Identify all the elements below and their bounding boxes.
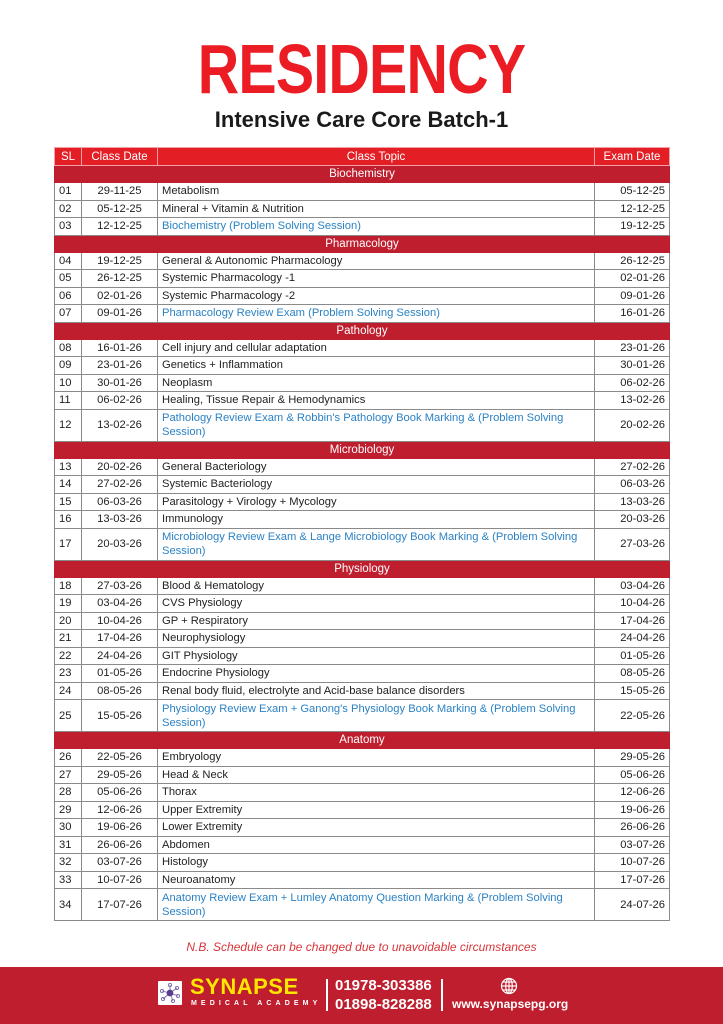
- column-header-sl: SL: [55, 148, 82, 166]
- serial-number: 18: [55, 577, 82, 595]
- class-date: 03-04-26: [82, 595, 158, 613]
- table-row: [55, 854, 670, 872]
- class-topic: Immunology: [158, 511, 595, 529]
- table-row: [55, 630, 670, 648]
- serial-number: 29: [55, 801, 82, 819]
- class-date: 27-03-26: [82, 577, 158, 595]
- class-topic: Pathology Review Exam & Robbin's Pathology Book Marking & (Problem Solving Session): [158, 409, 595, 441]
- serial-number: 12: [55, 409, 82, 441]
- table-row: [55, 528, 670, 560]
- serial-number: 26: [55, 749, 82, 767]
- class-topic: Healing, Tissue Repair & Hemodynamics: [158, 392, 595, 410]
- class-topic: Neurophysiology: [158, 630, 595, 648]
- class-date: 06-03-26: [82, 493, 158, 511]
- serial-number: 16: [55, 511, 82, 529]
- section-row-biochemistry: [55, 166, 670, 183]
- class-date: 02-01-26: [82, 287, 158, 305]
- serial-number: 14: [55, 476, 82, 494]
- table-row: [55, 493, 670, 511]
- brand-name: SYNAPSE: [190, 974, 299, 999]
- exam-date: 19-12-25: [595, 218, 670, 236]
- class-topic: Anatomy Review Exam + Lumley Anatomy Question Marking & (Problem Solving Session): [158, 889, 595, 921]
- class-topic: Systemic Pharmacology -2: [158, 287, 595, 305]
- serial-number: 07: [55, 305, 82, 323]
- class-topic: GIT Physiology: [158, 647, 595, 665]
- table-row: [55, 218, 670, 236]
- serial-number: 04: [55, 252, 82, 270]
- table-row: [55, 784, 670, 802]
- table-row: [55, 612, 670, 630]
- serial-number: 03: [55, 218, 82, 236]
- serial-number: 06: [55, 287, 82, 305]
- table-row: [55, 252, 670, 270]
- exam-date: 30-01-26: [595, 357, 670, 375]
- table-row: [55, 200, 670, 218]
- exam-date: 15-05-26: [595, 682, 670, 700]
- exam-date: 09-01-26: [595, 287, 670, 305]
- serial-number: 31: [55, 836, 82, 854]
- column-header-class-topic: Class Topic: [158, 148, 595, 166]
- footer-divider: [326, 979, 328, 1011]
- class-topic: Metabolism: [158, 183, 595, 201]
- class-topic: CVS Physiology: [158, 595, 595, 613]
- exam-date: 08-05-26: [595, 665, 670, 683]
- class-topic: Neoplasm: [158, 374, 595, 392]
- serial-number: 13: [55, 458, 82, 476]
- class-topic: Cell injury and cellular adaptation: [158, 339, 595, 357]
- class-topic: Mineral + Vitamin & Nutrition: [158, 200, 595, 218]
- class-date: 10-04-26: [82, 612, 158, 630]
- serial-number: 25: [55, 700, 82, 732]
- serial-number: 23: [55, 665, 82, 683]
- class-topic: Blood & Hematology: [158, 577, 595, 595]
- class-date: 17-07-26: [82, 889, 158, 921]
- serial-number: 21: [55, 630, 82, 648]
- section-title: Pharmacology: [55, 235, 670, 252]
- page-subtitle: Intensive Care Core Batch-1: [214, 107, 509, 132]
- class-date: 09-01-26: [82, 305, 158, 323]
- exam-date: 06-03-26: [595, 476, 670, 494]
- class-date: 05-12-25: [82, 200, 158, 218]
- schedule-table: [54, 147, 670, 921]
- exam-date: 17-04-26: [595, 612, 670, 630]
- class-topic: Upper Extremity: [158, 801, 595, 819]
- serial-number: 15: [55, 493, 82, 511]
- footer-banner: [0, 967, 723, 1024]
- table-row: [55, 270, 670, 288]
- column-header-class-date: Class Date: [82, 148, 158, 166]
- table-row: [55, 749, 670, 767]
- class-topic: Head & Neck: [158, 766, 595, 784]
- table-row: [55, 577, 670, 595]
- section-title: Anatomy: [55, 732, 670, 749]
- exam-date: 01-05-26: [595, 647, 670, 665]
- class-topic: General Bacteriology: [158, 458, 595, 476]
- class-date: 12-12-25: [82, 218, 158, 236]
- website-link[interactable]: www.synapsepg.org: [452, 997, 569, 1011]
- class-topic: Neuroanatomy: [158, 871, 595, 889]
- table-row: [55, 665, 670, 683]
- table-row: [55, 183, 670, 201]
- serial-number: 24: [55, 682, 82, 700]
- class-date: 16-01-26: [82, 339, 158, 357]
- footer-divider: [441, 979, 443, 1011]
- class-topic: Parasitology + Virology + Mycology: [158, 493, 595, 511]
- class-date: 22-05-26: [82, 749, 158, 767]
- section-row-pathology: [55, 322, 670, 339]
- class-date: 03-07-26: [82, 854, 158, 872]
- class-topic: Lower Extremity: [158, 819, 595, 837]
- serial-number: 34: [55, 889, 82, 921]
- class-date: 26-12-25: [82, 270, 158, 288]
- exam-date: 02-01-26: [595, 270, 670, 288]
- class-date: 10-07-26: [82, 871, 158, 889]
- class-topic: Biochemistry (Problem Solving Session): [158, 218, 595, 236]
- class-date: 15-05-26: [82, 700, 158, 732]
- serial-number: 10: [55, 374, 82, 392]
- serial-number: 20: [55, 612, 82, 630]
- table-row: [55, 819, 670, 837]
- class-date: 20-03-26: [82, 528, 158, 560]
- class-topic: Systemic Bacteriology: [158, 476, 595, 494]
- serial-number: 17: [55, 528, 82, 560]
- serial-number: 27: [55, 766, 82, 784]
- serial-number: 19: [55, 595, 82, 613]
- class-topic: Embryology: [158, 749, 595, 767]
- section-title: Physiology: [55, 560, 670, 577]
- exam-date: 23-01-26: [595, 339, 670, 357]
- serial-number: 05: [55, 270, 82, 288]
- section-row-microbiology: [55, 441, 670, 458]
- section-title: Pathology: [55, 322, 670, 339]
- class-date: 20-02-26: [82, 458, 158, 476]
- class-topic: Microbiology Review Exam & Lange Microbiology Book Marking & (Problem Solving Session): [158, 528, 595, 560]
- class-date: 23-01-26: [82, 357, 158, 375]
- class-date: 05-06-26: [82, 784, 158, 802]
- table-row: [55, 305, 670, 323]
- exam-date: 26-06-26: [595, 819, 670, 837]
- class-date: 06-02-26: [82, 392, 158, 410]
- phone-number-2[interactable]: 01898-828288: [335, 996, 432, 1013]
- section-title: Biochemistry: [55, 166, 670, 183]
- class-date: 19-06-26: [82, 819, 158, 837]
- table-row: [55, 357, 670, 375]
- exam-date: 24-07-26: [595, 889, 670, 921]
- class-topic: Pharmacology Review Exam (Problem Solving Session): [158, 305, 595, 323]
- class-date: 13-03-26: [82, 511, 158, 529]
- class-date: 12-06-26: [82, 801, 158, 819]
- exam-date: 12-12-25: [595, 200, 670, 218]
- class-date: 08-05-26: [82, 682, 158, 700]
- table-row: [55, 871, 670, 889]
- table-row: [55, 511, 670, 529]
- table-row: [55, 595, 670, 613]
- exam-date: 03-07-26: [595, 836, 670, 854]
- brand-tagline: MEDICAL ACADEMY: [191, 1000, 322, 1007]
- class-date: 01-05-26: [82, 665, 158, 683]
- exam-date: 10-07-26: [595, 854, 670, 872]
- table-row: [55, 374, 670, 392]
- class-date: 19-12-25: [82, 252, 158, 270]
- exam-date: 26-12-25: [595, 252, 670, 270]
- class-topic: Physiology Review Exam + Ganong's Physiology Book Marking & (Problem Solving Session): [158, 700, 595, 732]
- serial-number: 01: [55, 183, 82, 201]
- table-row: [55, 836, 670, 854]
- table-row: [55, 476, 670, 494]
- schedule-body: [55, 166, 670, 921]
- section-row-physiology: [55, 560, 670, 577]
- schedule-note: N.B. Schedule can be changed due to unavoidable circumstances: [186, 940, 537, 954]
- serial-number: 08: [55, 339, 82, 357]
- class-topic: Abdomen: [158, 836, 595, 854]
- exam-date: 16-01-26: [595, 305, 670, 323]
- serial-number: 30: [55, 819, 82, 837]
- table-row: [55, 889, 670, 921]
- exam-date: 03-04-26: [595, 577, 670, 595]
- table-row: [55, 700, 670, 732]
- exam-date: 27-02-26: [595, 458, 670, 476]
- class-date: 17-04-26: [82, 630, 158, 648]
- class-date: 29-11-25: [82, 183, 158, 201]
- table-row: [55, 458, 670, 476]
- table-row: [55, 287, 670, 305]
- serial-number: 11: [55, 392, 82, 410]
- serial-number: 22: [55, 647, 82, 665]
- network-molecule-icon: [158, 981, 182, 1005]
- serial-number: 32: [55, 854, 82, 872]
- class-topic: Histology: [158, 854, 595, 872]
- class-topic: GP + Respiratory: [158, 612, 595, 630]
- class-topic: Systemic Pharmacology -1: [158, 270, 595, 288]
- class-date: 29-05-26: [82, 766, 158, 784]
- page-title: RESIDENCY: [197, 30, 526, 108]
- class-topic: Genetics + Inflammation: [158, 357, 595, 375]
- table-row: [55, 766, 670, 784]
- table-row: [55, 409, 670, 441]
- column-header-exam-date: Exam Date: [595, 148, 670, 166]
- class-date: 24-04-26: [82, 647, 158, 665]
- exam-date: 24-04-26: [595, 630, 670, 648]
- class-date: 30-01-26: [82, 374, 158, 392]
- exam-date: 05-06-26: [595, 766, 670, 784]
- table-row: [55, 647, 670, 665]
- exam-date: 06-02-26: [595, 374, 670, 392]
- exam-date: 13-02-26: [595, 392, 670, 410]
- class-topic: General & Autonomic Pharmacology: [158, 252, 595, 270]
- serial-number: 02: [55, 200, 82, 218]
- exam-date: 20-02-26: [595, 409, 670, 441]
- phone-number-1[interactable]: 01978-303386: [335, 977, 432, 994]
- exam-date: 22-05-26: [595, 700, 670, 732]
- class-date: 26-06-26: [82, 836, 158, 854]
- exam-date: 05-12-25: [595, 183, 670, 201]
- class-date: 27-02-26: [82, 476, 158, 494]
- section-row-pharmacology: [55, 235, 670, 252]
- exam-date: 10-04-26: [595, 595, 670, 613]
- table-row: [55, 339, 670, 357]
- class-date: 13-02-26: [82, 409, 158, 441]
- exam-date: 20-03-26: [595, 511, 670, 529]
- exam-date: 29-05-26: [595, 749, 670, 767]
- exam-date: 19-06-26: [595, 801, 670, 819]
- table-row: [55, 801, 670, 819]
- serial-number: 33: [55, 871, 82, 889]
- table-row: [55, 682, 670, 700]
- serial-number: 09: [55, 357, 82, 375]
- class-topic: Renal body fluid, electrolyte and Acid-base balance disorders: [158, 682, 595, 700]
- section-title: Microbiology: [55, 441, 670, 458]
- table-row: [55, 392, 670, 410]
- exam-date: 13-03-26: [595, 493, 670, 511]
- class-topic: Thorax: [158, 784, 595, 802]
- table-header-row: [55, 148, 670, 166]
- section-row-anatomy: [55, 732, 670, 749]
- exam-date: 12-06-26: [595, 784, 670, 802]
- exam-date: 17-07-26: [595, 871, 670, 889]
- class-topic: Endocrine Physiology: [158, 665, 595, 683]
- exam-date: 27-03-26: [595, 528, 670, 560]
- serial-number: 28: [55, 784, 82, 802]
